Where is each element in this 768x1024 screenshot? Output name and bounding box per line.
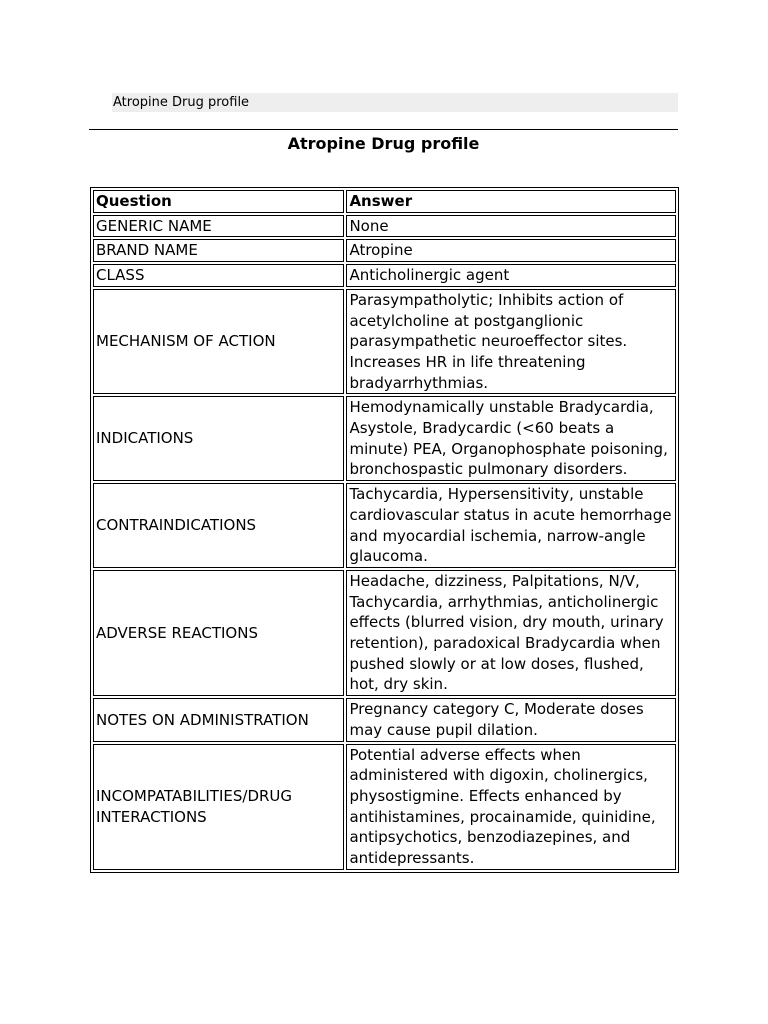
answer-cell: Anticholinergic agent — [346, 264, 676, 287]
answer-cell: None — [346, 215, 676, 238]
table-row — [93, 744, 676, 870]
question-cell: BRAND NAME — [93, 239, 344, 262]
answer-cell: Potential adverse effects when administered with digoxin, cholinergics, physostigmine. Effects enhanced by antihistamines, procainamide, quinidine, antipsychotics, benzodiazepines, and antidepressants. — [346, 744, 676, 870]
drug-profile-table — [90, 187, 679, 873]
header-title: Atropine Drug profile — [113, 95, 250, 110]
answer-cell: Atropine — [346, 239, 676, 262]
answer-cell: Pregnancy category C, Moderate doses may cause pupil dilation. — [346, 698, 676, 741]
table-row — [93, 239, 676, 262]
question-cell: MECHANISM OF ACTION — [93, 289, 344, 395]
answer-cell: Parasympatholytic; Inhibits action of acetylcholine at postganglionic parasympathetic neuroeffector sites. Increases HR in life threatening bradyarrhythmias. — [346, 289, 676, 395]
table-row — [93, 264, 676, 287]
table-row — [93, 396, 676, 481]
header-bar — [112, 93, 678, 112]
question-cell: INDICATIONS — [93, 396, 344, 481]
question-cell: ADVERSE REACTIONS — [93, 570, 344, 696]
table-header-row — [93, 190, 676, 213]
answer-cell: Hemodynamically unstable Bradycardia, Asystole, Bradycardic (<60 beats a minute) PEA, Organophosphate poisoning, bronchospastic pulmonary disorders. — [346, 396, 676, 481]
question-cell: NOTES ON ADMINISTRATION — [93, 698, 344, 741]
question-cell: CLASS — [93, 264, 344, 287]
column-header-answer: Answer — [346, 190, 676, 213]
page-title: Atropine Drug profile — [287, 134, 480, 153]
column-header-question: Question — [93, 190, 344, 213]
divider — [89, 129, 678, 130]
question-cell: INCOMPATABILITIES/DRUG INTERACTIONS — [93, 744, 344, 870]
question-cell: GENERIC NAME — [93, 215, 344, 238]
question-cell: CONTRAINDICATIONS — [93, 483, 344, 568]
answer-cell: Tachycardia, Hypersensitivity, unstable cardiovascular status in acute hemorrhage and myocardial ischemia, narrow-angle glaucoma. — [346, 483, 676, 568]
table-row — [93, 289, 676, 395]
table-row — [93, 570, 676, 696]
table-row — [93, 483, 676, 568]
table-row — [93, 215, 676, 238]
answer-cell: Headache, dizziness, Palpitations, N/V, Tachycardia, arrhythmias, anticholinergic effects (blurred vision, dry mouth, urinary retention), paradoxical Bradycardia when pushed slowly or at low doses, flushed, hot, dry skin. — [346, 570, 676, 696]
table-row — [93, 698, 676, 741]
